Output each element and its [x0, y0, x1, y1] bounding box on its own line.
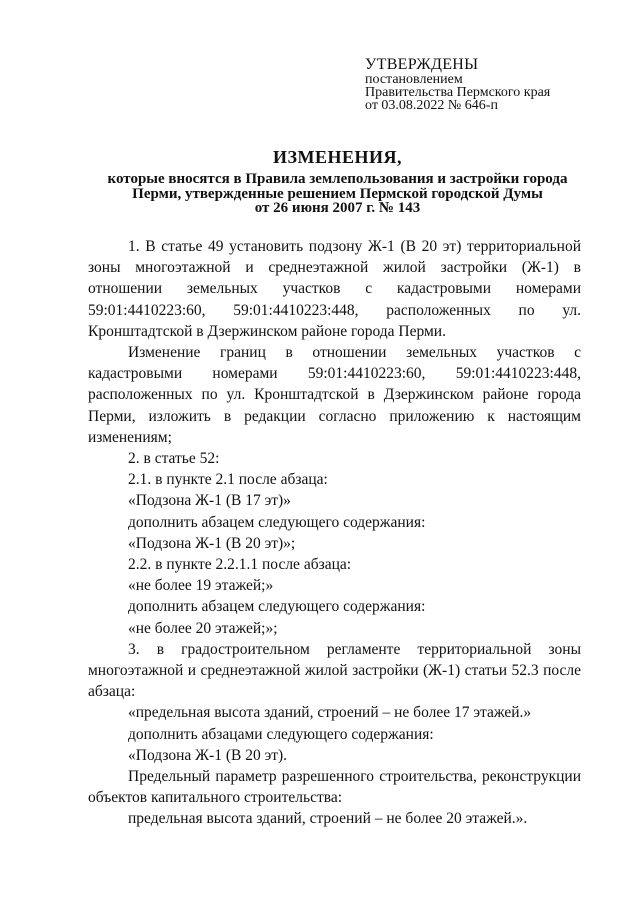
paragraph: 2.2. в пункте 2.2.1.1 после абзаца: — [128, 556, 352, 574]
document-title: ИЗМЕНЕНИЯ, — [272, 147, 402, 167]
paragraph: «не более 20 этажей;»; — [128, 619, 278, 637]
paragraph: «не более 19 этажей;» — [128, 577, 274, 595]
paragraph: Предельный параметр разрешенного строительства, реконструкции объектов капитального строительства: — [88, 768, 581, 807]
paragraph: 3. в градостроительном регламенте территориальной зоны многоэтажной и среднеэтажной жилой застройки (Ж-1) статьи 52.3 после абзаца: — [88, 640, 581, 701]
paragraph: «Подзона Ж-1 (В 20 эт)»; — [128, 534, 296, 552]
document-subtitle-line: которые вносятся в Правила землепользования и застройки города — [107, 171, 568, 187]
approval-line: постановлением — [365, 72, 463, 87]
paragraph: «предельная высота зданий, строений – не более 17 этажей.» — [128, 704, 532, 722]
approval-line: от 03.08.2022 № 646-п — [365, 98, 498, 113]
approval-line: Правительства Пермского края — [365, 85, 551, 100]
approval-stamp — [365, 57, 625, 112]
paragraph: дополнить абзацем следующего содержания: — [128, 513, 426, 531]
approval-heading: УТВЕРЖДЕНЫ — [365, 56, 479, 73]
paragraph: «Подзона Ж-1 (В 17 эт)» — [128, 492, 291, 510]
document-subtitle-line: Перми, утвержденные решением Пермской городской Думы — [132, 185, 543, 202]
paragraph: «Подзона Ж-1 (В 20 эт). — [128, 746, 288, 764]
paragraph: дополнить абзацами следующего содержания: — [128, 725, 434, 743]
document-subtitle-line: от 26 июня 2007 г. № 143 — [254, 200, 421, 216]
paragraph: 1. В статье 49 установить подзону Ж-1 (В 20 эт) территориальной зоны многоэтажной и среднеэтажной жилой застройки (Ж-1) в отношении земельных участков с кадастровыми номерами 59:01:4410223:60, 59:01:4410223:448, расположенных по ул. Кронштадтской в Дзержинском районе города Перми. — [88, 238, 581, 340]
document-body — [88, 236, 581, 830]
document-title-block — [60, 146, 615, 216]
paragraph: Изменение границ в отношении земельных участков с кадастровыми номерами 59:01:4410223:60, 59:01:4410223:448, расположенных по ул. Кронштадтской в Дзержинском районе города Перми, изложить в редакции согласно приложению к настоящим изменениям; — [88, 344, 581, 446]
paragraph: 2.1. в пункте 2.1 после абзаца: — [128, 471, 328, 489]
paragraph: предельная высота зданий, строений – не более 20 этажей.». — [128, 810, 528, 828]
paragraph: дополнить абзацем следующего содержания: — [128, 598, 426, 616]
paragraph: 2. в статье 52: — [128, 450, 220, 468]
